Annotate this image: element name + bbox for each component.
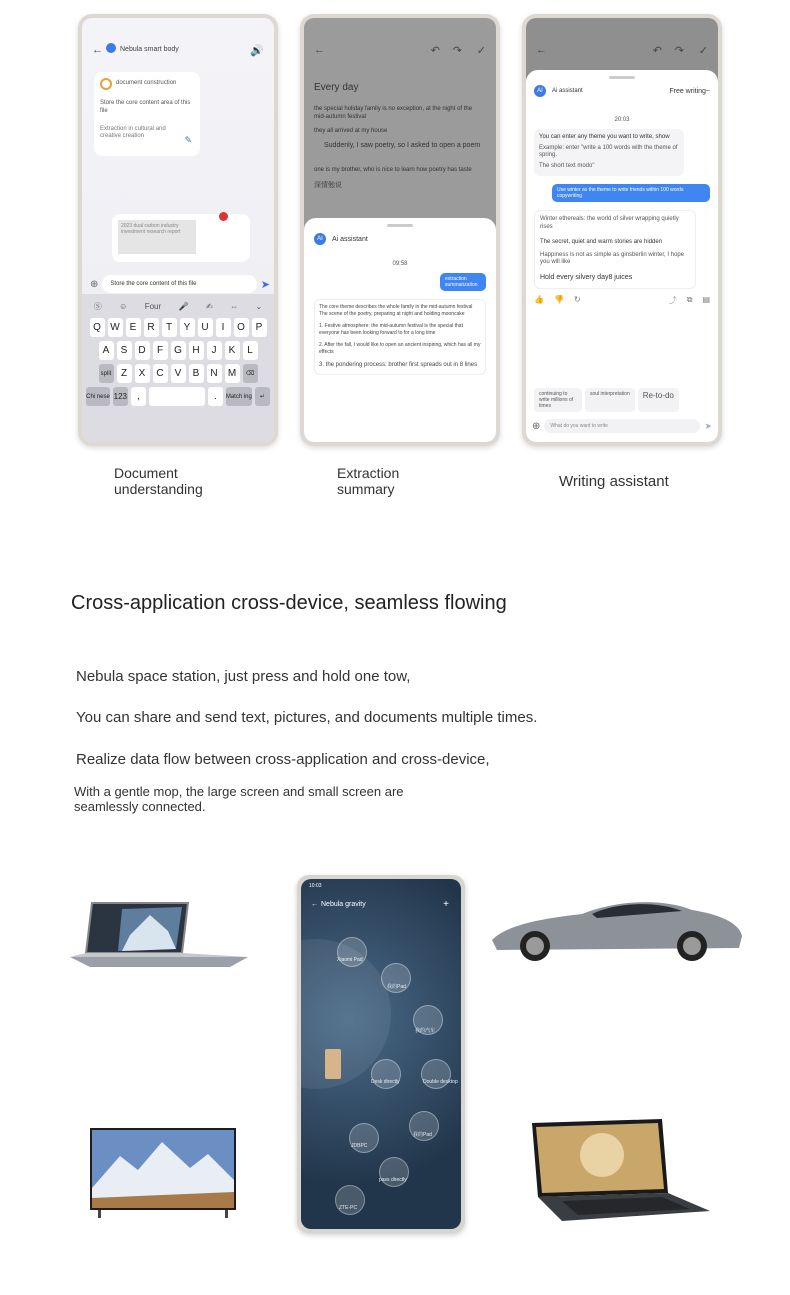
assistant-intro xyxy=(534,129,684,176)
response-line: 2. After the fall, I would like to open an ancient inspiring, which has all my effects xyxy=(319,341,481,356)
message-input[interactable]: Store the core content of this file xyxy=(102,275,256,293)
response-line: Winter ethereals: the world of silver wrapping quietly rises xyxy=(540,215,679,230)
speaker-icon[interactable]: 🔊 xyxy=(250,45,264,57)
paragraph-2: You can share and send text, pictures, and documents multiple times. xyxy=(76,709,538,726)
intro-line: Example: enter "write a 100 words with the theme of spring. xyxy=(539,144,678,159)
assistant-title: Ai assistant xyxy=(332,235,368,243)
gravity-header xyxy=(311,901,366,908)
insert-icon[interactable]: ▤ xyxy=(702,294,710,304)
send-icon[interactable]: ➤ xyxy=(260,278,270,291)
letter-key[interactable]: V xyxy=(171,364,186,383)
refresh-icon[interactable]: ↻ xyxy=(573,294,581,304)
letter-key[interactable]: Z xyxy=(117,364,132,383)
back-arrow-icon[interactable]: ← xyxy=(92,44,103,56)
laptop-image xyxy=(70,895,250,980)
suggestion-chip[interactable]: Re-to-do xyxy=(638,388,679,412)
device-node-label: JDBPC xyxy=(351,1143,368,1149)
section-headline: Cross-application cross-device, seamless flowing xyxy=(71,592,507,614)
space-key[interactable] xyxy=(149,387,205,406)
phone-screen xyxy=(301,879,461,1229)
phone-screen xyxy=(526,18,718,442)
numbers-key[interactable]: 123 xyxy=(113,387,128,406)
sports-car-image xyxy=(487,888,747,968)
phone-screen xyxy=(82,18,274,442)
send-icon[interactable]: ➤ xyxy=(704,420,712,431)
tablet-keyboard-image xyxy=(522,1115,712,1225)
thumbs-up-icon[interactable]: 👍 xyxy=(534,294,544,304)
caption-writing-assistant: Writing assistant xyxy=(559,473,669,490)
note-line: one is my brother, who is nice to learn how poetry has taste xyxy=(314,166,472,173)
ai-assistant-logo-icon: AI xyxy=(314,233,326,245)
assistant-sheet xyxy=(304,218,496,442)
microphone-icon[interactable]: 🎤 xyxy=(178,301,189,311)
preview-thumbnail: 2023 dual carbon industry investment research report xyxy=(118,220,196,254)
paragraph-4: With a gentle mop, the large screen and small screen are seamlessly connected. xyxy=(74,784,404,814)
television-image xyxy=(90,1128,236,1220)
note-line: they all arrived at my house xyxy=(314,127,388,134)
handwriting-icon[interactable]: ✍ xyxy=(205,301,213,311)
device-node-label: pass directly xyxy=(379,1177,407,1183)
status-time: 10:03 xyxy=(309,883,322,889)
add-icon[interactable]: + xyxy=(443,899,449,910)
keyboard xyxy=(82,294,274,442)
key-row-2 xyxy=(85,341,271,360)
backspace-key[interactable]: ⌫ xyxy=(243,364,258,383)
device-node-label: 我的Pad xyxy=(413,1132,432,1138)
intro-line: You can enter any theme you want to write, show xyxy=(539,133,670,140)
note-line: the special holiday family is no exception, at the night of the mid-autumn festival xyxy=(314,106,473,120)
device-node-label: Double desktop xyxy=(423,1079,458,1085)
key-row-1 xyxy=(85,318,271,337)
letter-key[interactable]: W xyxy=(108,318,123,337)
device-node-label: ZTE-PC xyxy=(339,1205,358,1211)
chinese-key[interactable]: Chi nese xyxy=(86,387,110,406)
letter-key[interactable]: F xyxy=(153,341,168,360)
card-text: Store the core content area of this file xyxy=(100,100,191,114)
letter-key[interactable]: U xyxy=(198,318,213,337)
letter-key[interactable]: J xyxy=(207,341,222,360)
response-actions xyxy=(534,295,710,306)
close-icon[interactable] xyxy=(219,212,228,221)
input-row xyxy=(532,418,712,434)
assistant-response xyxy=(314,299,486,375)
add-icon[interactable]: ⊕ xyxy=(90,278,99,290)
gravity-title: Nebula gravity xyxy=(321,901,366,908)
response-line: 1. Festive atmosphere: the mid-autumn festival is the special that everyone has been looking forward to for a long time xyxy=(319,322,463,337)
thumbs-down-icon[interactable]: 👎 xyxy=(553,294,564,304)
timestamp: 20:03 xyxy=(614,117,630,123)
top-bar xyxy=(536,44,708,58)
top-bar xyxy=(314,44,486,58)
caption-document-understanding: Document understanding xyxy=(114,465,203,498)
letter-key[interactable]: O xyxy=(234,318,249,337)
letter-key[interactable]: G xyxy=(171,341,186,360)
letter-key[interactable]: Y xyxy=(180,318,195,337)
letter-key[interactable]: L xyxy=(243,341,258,360)
screen-title: Nebula smart body xyxy=(120,46,179,53)
letter-key[interactable]: M xyxy=(225,364,240,383)
letter-key[interactable]: B xyxy=(189,364,204,383)
device-node-label: Xiaomi Pad xyxy=(337,957,363,963)
letter-key[interactable]: K xyxy=(225,341,240,360)
paragraph-1: Nebula space station, just press and hold one tow, xyxy=(76,668,411,685)
mode-selector[interactable]: Free writing~ xyxy=(669,87,710,95)
key-row-3 xyxy=(85,364,271,383)
card-subtext: Extraction in cultural and creative creation xyxy=(100,125,166,140)
response-line: The core theme describes the whole family in the mid-autumn festival xyxy=(319,303,473,310)
note-line: 深情勉说 xyxy=(314,181,342,189)
letter-key[interactable]: N xyxy=(207,364,222,383)
cursor-icon[interactable]: ⇔ xyxy=(230,301,239,311)
letter-key[interactable]: D xyxy=(135,341,150,360)
sheet-handle[interactable] xyxy=(609,76,635,79)
back-arrow-icon[interactable]: ← xyxy=(311,901,318,908)
response-line: Happiness is not as simple as ginsberlin winter, I hope you will like xyxy=(540,251,685,266)
user-bubble: Use winter as the theme to write friends within 100 words copywriting xyxy=(552,184,710,202)
period-key[interactable]: . xyxy=(208,387,223,406)
letter-key[interactable]: X xyxy=(135,364,150,383)
back-arrow-icon[interactable]: ← xyxy=(314,44,325,56)
suggestion-chip[interactable]: continuing to write millions of times xyxy=(534,388,582,412)
emoji-icon[interactable]: ☺ xyxy=(119,301,128,311)
letter-key[interactable]: A xyxy=(99,341,114,360)
keyboard-logo-icon[interactable]: Ⓢ xyxy=(93,301,102,311)
response-line: Hold every silvery day8 juices xyxy=(540,274,633,282)
device-node-label: 我的Pad xyxy=(387,984,406,990)
dragged-image-thumbnail[interactable] xyxy=(325,1049,341,1079)
toolbar-word[interactable]: Four xyxy=(144,301,162,311)
letter-key[interactable]: R xyxy=(144,318,159,337)
back-arrow-icon[interactable]: ← xyxy=(536,44,547,56)
nebula-logo-icon xyxy=(106,43,116,53)
response-line: The secret, quiet and warm stories are hidden xyxy=(540,238,663,245)
assistant-response xyxy=(534,210,696,289)
check-icon[interactable]: ✓ xyxy=(476,45,486,57)
note-body[interactable] xyxy=(314,98,484,190)
letter-key[interactable]: S xyxy=(117,341,132,360)
letter-key[interactable]: E xyxy=(126,318,141,337)
edit-icon[interactable]: ✎ xyxy=(184,135,192,145)
assistant-title: Ai assistant xyxy=(552,88,583,94)
letter-key[interactable]: I xyxy=(216,318,231,337)
ai-assistant-logo-icon: AI xyxy=(534,85,546,97)
keyboard-toolbar xyxy=(85,298,271,314)
device-node-label: 我的汽车 xyxy=(415,1028,436,1034)
phone-nebula-gravity xyxy=(297,875,465,1233)
check-icon[interactable]: ✓ xyxy=(698,45,708,57)
sheet-handle[interactable] xyxy=(387,224,413,227)
redo-icon[interactable]: ↷ xyxy=(452,45,462,57)
enter-key[interactable]: ↵ xyxy=(255,387,270,406)
letter-key[interactable]: P xyxy=(252,318,267,337)
share-icon[interactable]: ⤴ xyxy=(668,295,677,305)
document-name: document construction xyxy=(116,80,177,87)
floating-document-preview[interactable] xyxy=(112,214,250,262)
key-row-4 xyxy=(85,387,271,406)
caption-extraction-summary: Extraction summary xyxy=(337,465,400,498)
user-bubble: extraction summarization xyxy=(440,273,486,291)
phone-document-understanding xyxy=(78,14,278,446)
chevron-down-icon[interactable]: ⌄ xyxy=(255,301,263,311)
writing-input[interactable]: What do you want to write xyxy=(544,419,700,433)
undo-icon[interactable]: ↶ xyxy=(430,45,440,57)
suggestion-chips xyxy=(534,388,682,412)
top-bar xyxy=(92,44,264,58)
device-node-label: Desk directly xyxy=(371,1079,400,1085)
document-card[interactable] xyxy=(94,72,200,156)
undo-icon[interactable]: ↶ xyxy=(652,45,662,57)
note-line: Suddenly, I saw poetry, so I asked to open a poem xyxy=(324,142,481,150)
phone-screen xyxy=(304,18,496,442)
phone-extraction-summary xyxy=(300,14,500,446)
suggestion-chip[interactable]: soul interpretation xyxy=(585,388,635,412)
match-key[interactable]: Match ing xyxy=(226,387,252,406)
letter-key[interactable]: C xyxy=(153,364,168,383)
note-title: Every day xyxy=(314,82,359,93)
paperclip-icon xyxy=(100,78,112,90)
response-line: The scene of the poetry, preparing at night and holding mooncake xyxy=(319,311,465,318)
letter-key[interactable]: H xyxy=(189,341,204,360)
message-input-row xyxy=(90,274,270,294)
comma-key[interactable]: , xyxy=(131,387,146,406)
split-key[interactable]: split xyxy=(99,364,114,383)
timestamp: 09:58 xyxy=(392,261,408,267)
redo-icon[interactable]: ↷ xyxy=(674,45,684,57)
paragraph-3: Realize data flow between cross-application and cross-device, xyxy=(76,751,490,768)
intro-line: The short text modo" xyxy=(539,163,595,170)
letter-key[interactable]: Q xyxy=(90,318,105,337)
response-line: 3. the pondering process: brother first spreads out in 8 lines xyxy=(319,361,478,368)
copy-icon[interactable]: ⧉ xyxy=(686,294,693,304)
assistant-sheet xyxy=(526,70,718,442)
phone-writing-assistant xyxy=(522,14,722,446)
add-icon[interactable]: ⊕ xyxy=(532,420,541,432)
letter-key[interactable]: T xyxy=(162,318,177,337)
